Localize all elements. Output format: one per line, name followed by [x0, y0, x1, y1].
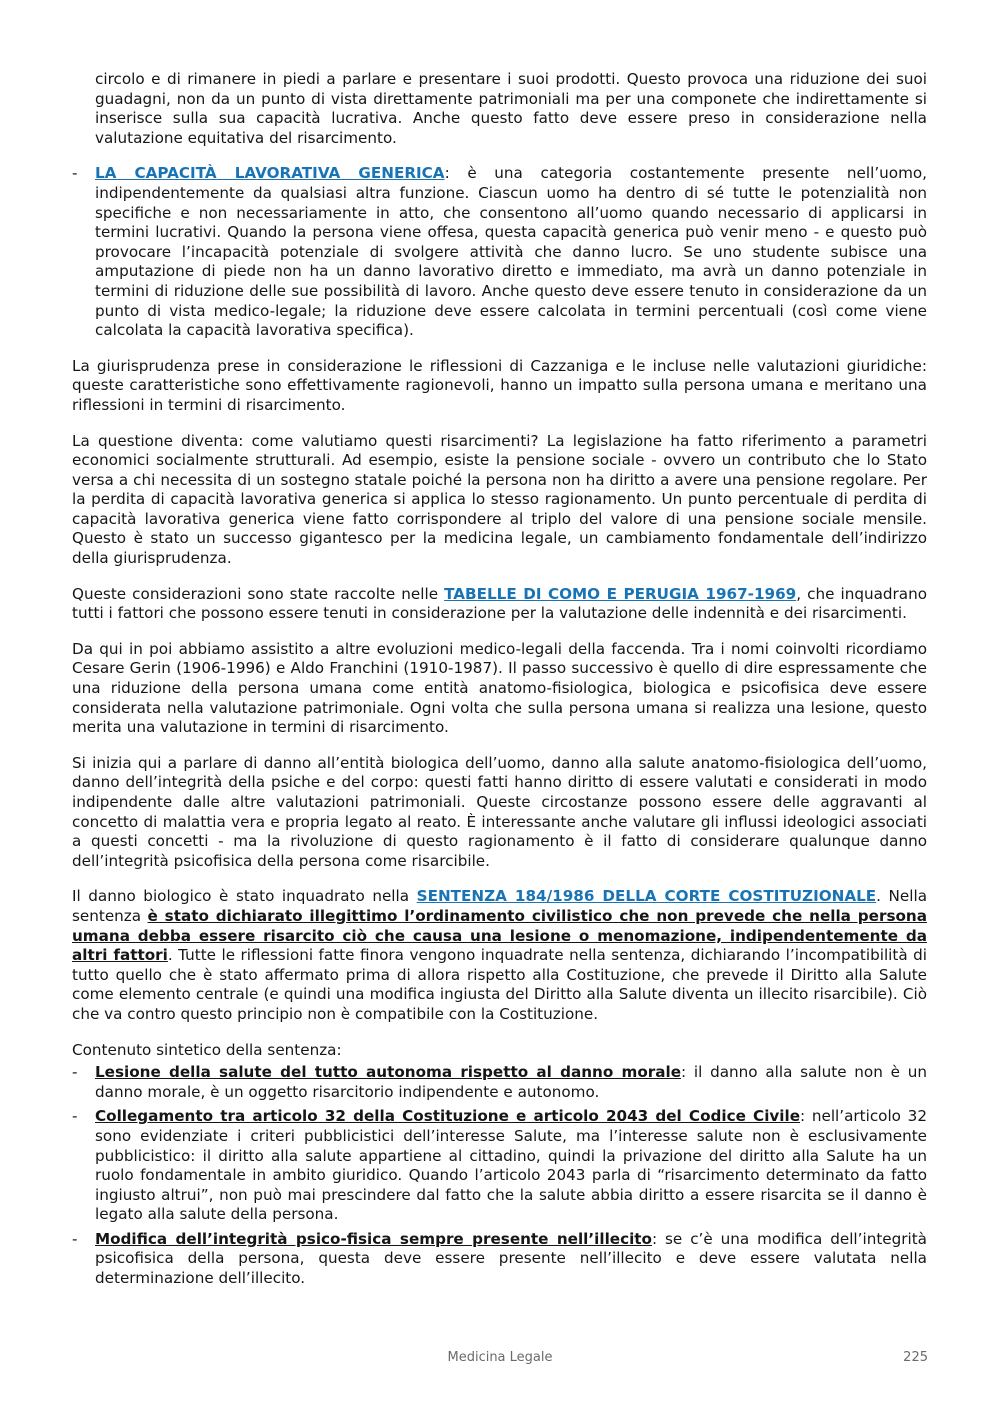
- bullet-capacita-generica: [72, 164, 927, 340]
- list-item-text: : se c’è una modifica dell’integrità psicofisica della persona, questa deve essere presente nell’illecito e deve essere valutata nella determinazione dell’illecito.: [95, 1229, 927, 1288]
- paragraph-evoluzioni: Da qui in poi abbiamo assistito a altre evoluzioni medico-legali della faccenda. Tra i nomi coinvolti ricordiamo Cesare Gerin (1906-1996) e Aldo Franchini (1910-1987). Il passo successivo è quello di dire espressamente che una riduzione della persona umana come entità anatomo-fisiologica, biologica e psicofisica deve essere considerata nella valutazione patrimoniale. Ogni volta che sulla persona umana si realizza una lesione, questo merita una valutazione in termini di risarcimento.: [72, 639, 927, 737]
- paragraph-giurisprudenza: La giurisprudenza prese in considerazione le riflessioni di Cazzaniga e le incluse nelle valutazioni giuridiche: queste caratteristiche sono effettivamente ragionevoli, hanno un impatto sulla persona umana e meritano una riflessioni in termini di risarcimento.: [72, 356, 927, 414]
- page-number: 225: [903, 1350, 928, 1365]
- list-item-heading: Collegamento tra articolo 32 della Costituzione e articolo 2043 del Codice Civile: [95, 1107, 801, 1126]
- list-intro: Contenuto sintetico della sentenza:: [72, 1040, 342, 1059]
- paragraph-sentenza: Il danno biologico è stato inquadrato nella SENTENZA 184/1986 DELLA CORTE COSTITUZIONALE. Nella sentenza è stato dichiarato illegittimo l’ordinamento civilistico che non prevede che nella persona umana debba essere risarcito ciò che causa una lesione o menomazione, indipendentemente da altri fattori. Tutte le riflessioni fatte finora vengono inquadrate nella sentenza, dichiarando l’incompatibilità di tutto quello che è stato affermato prima di allora rispetto alla Costituzione, che prevede il Diritto alla Salute come elemento centrale (e quindi una modifica ingiusta del Diritto alla Salute diventa un illecito risarcibile). Ciò che va contro questo principio non è compatibile con la Costituzione.: [72, 887, 927, 1023]
- bullet-dash: -: [72, 164, 78, 183]
- link-tabelle-como-perugia[interactable]: TABELLE DI COMO E PERUGIA 1967-1969: [444, 584, 797, 603]
- list-item: [72, 1230, 927, 1289]
- list-item-heading: Lesione della salute del tutto autonoma rispetto al danno morale: [95, 1063, 681, 1082]
- bullet-text: : è una categoria costantemente presente nell’uomo, indipendentemente da qualsiasi altra funzione. Ciascun uomo ha dentro di sé tutte le potenzialità non specifiche e non necessariamente in atto, che consentono all’uomo quando necessario di applicarsi in termini lucrativi. Quando la persona viene offesa, questa capacità generica può venir meno - e questo può provocare l’incapacità potenziale di svolgere attività che danno lucro. Se uno studente subisce una amputazione di piede non ha un danno lavorativo diretto e immediato, ma avrà un danno potenziale in termini di riduzione delle sue possibilità di lavoro. Anche questo deve essere tenuto in considerazione da un punto di vista medico-legale; la riduzione deve essere calcolata in termini percentuali (così come viene calcolata la capacità lavorativa specifica).: [95, 164, 927, 340]
- list-item: [72, 1063, 927, 1102]
- link-capacita-lavorativa-generica[interactable]: LA CAPACITÀ LAVORATIVA GENERICA: [95, 164, 445, 183]
- footer-title: Medicina Legale: [447, 1350, 553, 1365]
- bullet-dash: -: [72, 1107, 78, 1126]
- paragraph-tabelle: Queste considerazioni sono state raccolte nelle TABELLE DI COMO E PERUGIA 1967-1969, che inquadrano tutti i fattori che possono essere tenuti in considerazione per la valutazione delle indennità e dei risarcimenti.: [72, 584, 928, 623]
- list-item-heading: Modifica dell’integrità psico-fisica sempre presente nell’illecito: [95, 1229, 652, 1248]
- page-body: [72, 70, 927, 1294]
- paragraph-questione: La questione diventa: come valutiamo questi risarcimenti? La legislazione ha fatto riferimento a parametri economici socialmente strutturali. Ad esempio, esiste la pensione sociale - ovvero un contributo che lo Stato versa a chi necessita di un sostegno statale poiché la persona non ha diritto a avere una pensione regolare. Per la perdita di capacità lavorativa generica si applica lo stesso ragionamento. Un punto percentuale di perdita di capacità lavorativa generica viene fatto corrispondere al triplo del valore di una pensione sociale mensile. Questo è stato un successo gigantesco per la medicina legale, un cambiamento fondamentale dell’indirizzo della giurisprudenza.: [72, 431, 927, 568]
- link-sentenza-184-1986[interactable]: SENTENZA 184/1986 DELLA CORTE COSTITUZIONALE: [416, 887, 877, 906]
- list-item-text: : nell’articolo 32 sono evidenziate i criteri pubblicistici dell’interesse Salute, ma l’interesse salute non è esclusivamente pubblicistico: il diritto alla salute appartiene al cittadino, quindi la privazione del diritto alla Salute ha un ruolo fondamentale in ambito giuridico. Quando l’articolo 2043 parla di “risarcimento determinato da fatto ingiusto altrui”, non può mai prescindere dal fatto che la salute abbia diritto a essere risarcita se il danno è legato alla salute della persona.: [95, 1107, 928, 1224]
- list-item-text: : il danno alla salute non è un danno morale, è un oggetto risarcitorio indipendente e autonomo.: [95, 1063, 927, 1101]
- continued-paragraph: circolo e di rimanere in piedi a parlare e presentare i suoi prodotti. Questo provoca una riduzione dei suoi guadagni, non da un punto di vista direttamente patrimoniali ma per una componete che indirettamente si inserisce sulla sua capacità lucrativa. Anche questo fatto deve essere preso in considerazione nella valutazione equitativa del risarcimento.: [95, 70, 927, 147]
- bullet-dash: -: [72, 1063, 78, 1082]
- bold-underlined-statement: è stato dichiarato illegittimo l’ordinamento civilistico che non prevede che nella persona umana debba essere risarcito ciò che causa una lesione o menomazione, indipendentemente da altri fattori: [72, 906, 927, 965]
- paragraph-entita-biologica: Si inizia qui a parlare di danno all’entità biologica dell’uomo, danno alla salute anatomo-fisiologica dell’uomo, danno dell’integrità della psiche e del corpo: questi fatti hanno diritto di essere valutati e considerati in modo indipendente dalle altre valutazioni patrimoniali. Queste circostanze possono essere delle aggravanti al concetto di malattia vera e propria legato al reato. È interessante anche valutare gli influssi ideologici associati a questi concetti - ma la rivoluzione di questo ragionamento è il fatto di considerare qualunque danno dell’integrità psicofisica della persona come risarcibile.: [72, 753, 927, 870]
- list-item: [72, 1107, 927, 1225]
- bullet-dash: -: [72, 1229, 78, 1248]
